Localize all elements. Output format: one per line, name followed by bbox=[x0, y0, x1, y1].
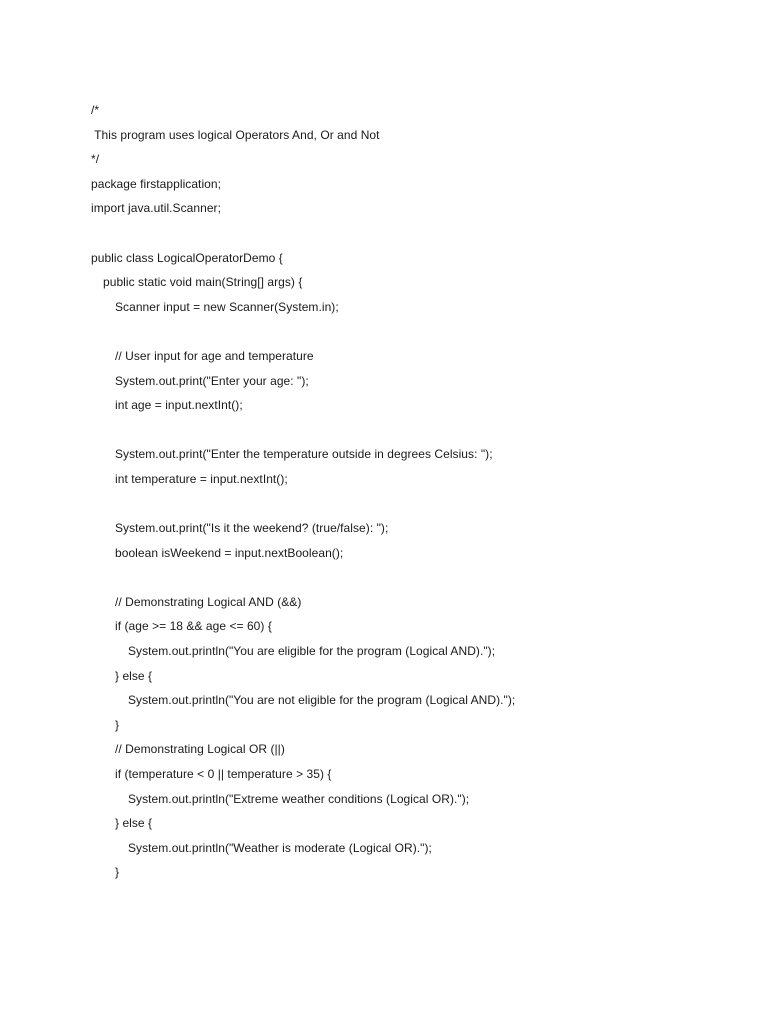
code-line: int age = input.nextInt(); bbox=[115, 398, 243, 413]
code-line: if (age >= 18 && age <= 60) { bbox=[115, 619, 272, 634]
code-line: } bbox=[115, 717, 120, 732]
code-comment-line: // User input for age and temperature bbox=[115, 348, 314, 363]
code-comment-line: // Demonstrating Logical OR (||) bbox=[115, 742, 285, 757]
code-line: int temperature = input.nextInt(); bbox=[115, 471, 288, 486]
code-line: /* bbox=[91, 103, 100, 117]
blank-line bbox=[91, 221, 731, 246]
code-line: System.out.print("Enter your age: "); bbox=[115, 373, 309, 388]
code-line: System.out.println("You are eligible for the program (Logical AND)."); bbox=[128, 644, 496, 659]
code-comment-line: // Demonstrating Logical AND (&&) bbox=[115, 594, 302, 609]
blank-line bbox=[91, 319, 731, 344]
code-line: System.out.println("You are not eligible for the program (Logical AND)."); bbox=[128, 693, 516, 708]
code-line: System.out.print("Is it the weekend? (true/false): "); bbox=[115, 521, 389, 536]
code-line: import java.util.Scanner; bbox=[91, 201, 221, 216]
code-line: System.out.println("Weather is moderate (Logical OR)."); bbox=[128, 840, 432, 855]
code-line: System.out.println("Extreme weather conditions (Logical OR)."); bbox=[128, 791, 470, 806]
code-line: boolean isWeekend = input.nextBoolean(); bbox=[115, 545, 344, 560]
code-line: */ bbox=[91, 152, 100, 167]
code-line: } else { bbox=[115, 816, 153, 831]
code-line: System.out.print("Enter the temperature outside in degrees Celsius: "); bbox=[115, 447, 493, 462]
code-line: } else { bbox=[115, 668, 153, 683]
code-line: Scanner input = new Scanner(System.in); bbox=[115, 299, 339, 314]
code-line: package firstapplication; bbox=[91, 176, 221, 191]
code-line: public static void main(String[] args) { bbox=[103, 275, 303, 290]
code-line: } bbox=[115, 865, 120, 880]
blank-line bbox=[91, 492, 731, 517]
code-listing bbox=[91, 98, 731, 885]
blank-line bbox=[91, 418, 731, 443]
code-line: if (temperature < 0 || temperature > 35) { bbox=[115, 767, 332, 782]
code-line: This program uses logical Operators And, Or and Not bbox=[91, 127, 380, 142]
code-line: public class LogicalOperatorDemo { bbox=[91, 250, 283, 265]
blank-line bbox=[91, 565, 731, 590]
